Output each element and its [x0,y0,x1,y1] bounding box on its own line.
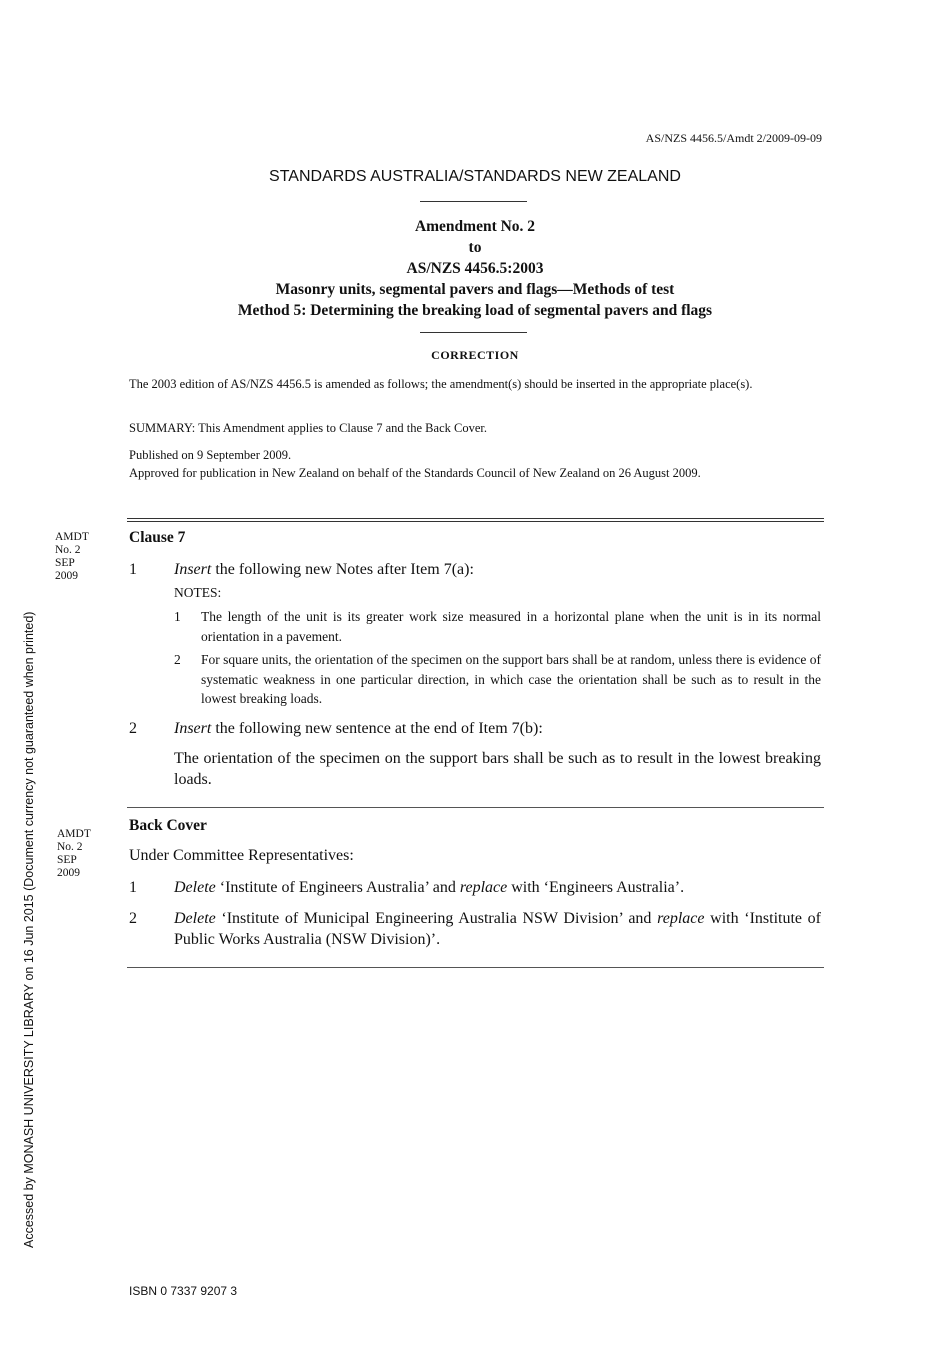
access-notice: Accessed by MONASH UNIVERSITY LIBRARY on 16 Jun 2015 (Document currency not guaranteed when printed) [22,611,36,1248]
margin-line: SEP [57,854,77,866]
note-number: 1 [174,609,181,624]
clause-7-item-2 [129,718,821,739]
back-cover-item-2 [129,908,821,950]
divider [420,332,527,333]
margin-line: AMDT [55,531,89,543]
document-reference: AS/NZS 4456.5/Amdt 2/2009-09-09 [645,131,822,145]
section-divider [127,967,824,968]
section-divider [127,518,824,522]
margin-line: No. 2 [57,841,83,853]
title-block [0,216,950,321]
standard-number: AS/NZS 4456.5:2003 [406,260,544,277]
divider [420,201,527,202]
instruction-verb: Delete [174,879,216,896]
item-number: 2 [129,910,137,927]
note-number: 2 [174,652,181,667]
amendment-margin-note [57,828,91,880]
item-number: 2 [129,720,137,737]
intro-approved: Approved for publication in New Zealand on behalf of the Standards Council of New Zealand on 26 August 2009. [129,466,701,480]
back-cover-item-1 [129,877,821,898]
note-text: For square units, the orientation of the specimen on the support bars shall be at random, unless there is evidence of systematic weakness in one particular direction, in which case the orientation shall be such as to result in the lowest breaking loads. [201,652,821,706]
note-2 [174,650,821,709]
notes-label: NOTES: [174,585,222,600]
intro-edition: The 2003 edition of AS/NZS 4456.5 is amended as follows; the amendment(s) should be inserted in the appropriate place(s). [129,377,753,391]
instruction-text: ‘Institute of Engineers Australia’ and [215,879,460,896]
margin-line: 2009 [57,867,80,879]
note-1 [174,607,821,646]
note-text: The length of the unit is its greater work size measured in a horizontal plane when the unit is in its normal orientation in a pavement. [201,609,821,644]
item-number: 1 [129,561,137,578]
instruction-text: ‘Institute of Municipal Engineering Australia NSW Division’ and [215,910,658,927]
instruction-verb: Insert [174,720,212,737]
title-to: to [468,239,482,256]
instruction-text: with ‘Engineers Australia’. [507,879,685,896]
back-cover-subheading: Under Committee Representatives: [129,847,354,864]
clause-7-heading: Clause 7 [129,529,186,546]
isbn: ISBN 0 7337 9207 3 [129,1284,238,1298]
clause-7-item-1 [129,559,821,580]
margin-line: SEP [55,557,75,569]
instruction-verb: Insert [174,561,212,578]
title-line-1: Masonry units, segmental pavers and flags—Methods of test [275,281,675,298]
instruction-verb: replace [657,910,705,927]
correction-label: CORRECTION [431,348,519,362]
organisation-name: STANDARDS AUSTRALIA/STANDARDS NEW ZEALAND [269,168,681,185]
back-cover-heading: Back Cover [129,817,207,834]
instruction-text: with ‘Institute of Public Works Australia (NSW Division)’. [174,910,821,948]
amendment-number: Amendment No. 2 [414,218,536,235]
instruction-text: the following new Notes after Item 7(a): [211,561,474,578]
instruction-verb: replace [459,879,508,896]
instruction-verb: Delete [174,910,216,927]
inserted-sentence-text: The orientation of the specimen on the support bars shall be such as to result in the lowest breaking loads. [174,750,821,788]
title-line-2: Method 5: Determining the breaking load of segmental pavers and flags [237,302,713,319]
margin-line: 2009 [55,570,78,582]
margin-line: AMDT [57,828,91,840]
intro-published: Published on 9 September 2009. [129,448,292,462]
amendment-margin-note [55,531,89,583]
intro-summary: SUMMARY: This Amendment applies to Clause 7 and the Back Cover. [129,421,487,435]
instruction-text: the following new sentence at the end of Item 7(b): [211,720,543,737]
inserted-sentence [129,748,821,790]
section-divider [127,807,824,808]
margin-line: No. 2 [55,544,81,556]
item-number: 1 [129,879,137,896]
